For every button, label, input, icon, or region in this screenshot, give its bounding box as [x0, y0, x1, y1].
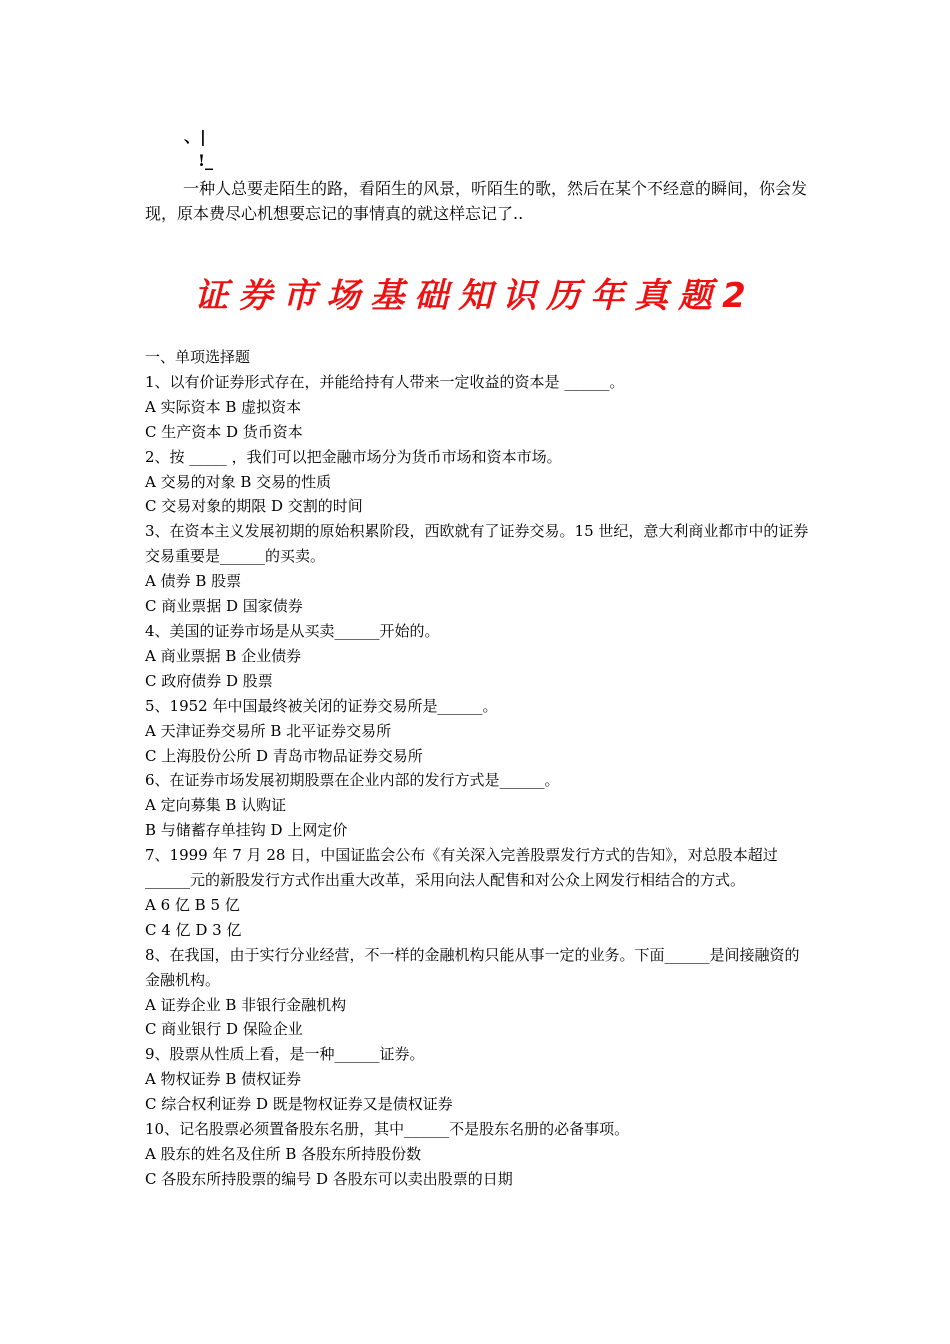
- option-line: A 交易的对象 B 交易的性质: [145, 472, 332, 491]
- option-line: A 证券企业 B 非银行金融机构: [145, 995, 347, 1014]
- question-list: [145, 345, 810, 1192]
- option-line: C 上海股份公所 D 青岛市物品证券交易所: [145, 746, 423, 765]
- document-title: 证券市场基础知识历年真题2: [194, 276, 756, 316]
- header-mark: !_: [198, 151, 214, 170]
- section-heading: 一、单项选择题: [145, 348, 251, 366]
- option-line: A 股东的姓名及住所 B 各股东所持股份数: [145, 1145, 422, 1163]
- question-text: 10、记名股票必须置备股东名册，其中______不是股东名册的必备事项。: [145, 1120, 630, 1139]
- option-line: C 各股东所持股票的编号 D 各股东可以卖出股票的日期: [145, 1169, 513, 1188]
- option-line: A 定向募集 B 认购证: [145, 796, 287, 815]
- option-line: C 生产资本 D 货币资本: [145, 422, 303, 441]
- question-text: 5、1952 年中国最终被关闭的证券交易所是______。: [145, 696, 498, 715]
- question-text: 3、在资本主义发展初期的原始积累阶段，西欧就有了证券交易。15 世纪，意大利商业都市中的证券交易重要是______的买卖。: [145, 522, 809, 566]
- question-text: 4、美国的证券市场是从买卖______开始的。: [145, 621, 440, 640]
- option-line: C 交易对象的期限 D 交割的时间: [145, 497, 363, 516]
- question-text: 1、以有价证券形式存在，并能给持有人带来一定收益的资本是 ______。: [145, 372, 625, 391]
- option-line: A 物权证券 B 债权证券: [145, 1070, 302, 1089]
- question-text: 9、股票从性质上看，是一种______证券。: [145, 1045, 425, 1064]
- option-line: A 天津证券交易所 B 北平证券交易所: [145, 721, 392, 740]
- option-line: C 4 亿 D 3 亿: [145, 920, 242, 939]
- option-line: A 商业票据 B 企业债券: [145, 646, 302, 665]
- option-line: C 政府债券 D 股票: [145, 671, 273, 690]
- option-line: A 6 亿 B 5 亿: [145, 895, 240, 914]
- option-line: A 债券 B 股票: [145, 572, 242, 591]
- question-text: 8、在我国，由于实行分业经营，不一样的金融机构只能从事一定的业务。下面______是间接融资的金融机构。: [145, 945, 800, 989]
- intro-paragraph: 一种人总要走陌生的路，看陌生的风景，听陌生的歌，然后在某个不经意的瞬间，你会发现，原本费尽心机想要忘记的事情真的就这样忘记了..: [145, 179, 808, 223]
- option-line: C 综合权利证券 D 既是物权证券又是债权证券: [145, 1095, 453, 1114]
- question-text: 7、1999 年 7 月 28 日，中国证监会公布《有关深入完善股票发行方式的告知》，对总股本超过______元的新股发行方式作出重大改革，采用向法人配售和对公众上网发行相结合的方式。: [145, 846, 778, 890]
- option-line: A 实际资本 B 虚拟资本: [145, 397, 302, 416]
- question-text: 2、按 _____ ，我们可以把金融市场分为货币市场和资本市场。: [145, 447, 562, 466]
- option-line: C 商业票据 D 国家债券: [145, 597, 303, 616]
- header-mark: 、|: [184, 127, 206, 146]
- option-line: B 与储蓄存单挂钩 D 上网定价: [145, 821, 348, 840]
- question-text: 6、在证券市场发展初期股票在企业内部的发行方式是______。: [145, 771, 560, 790]
- option-line: C 商业银行 D 保险企业: [145, 1020, 303, 1039]
